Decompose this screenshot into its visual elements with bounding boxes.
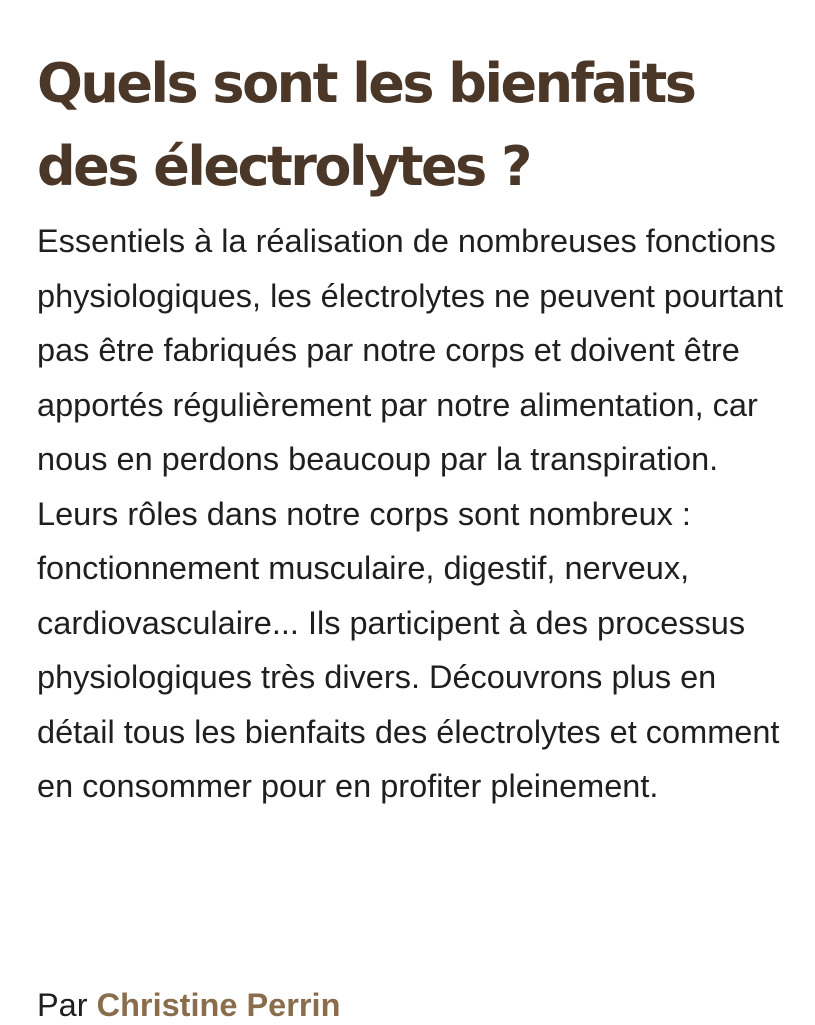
article-intro: Essentiels à la réalisation de nombreuses fonctions physiologiques, les électrolytes ne peuvent pourtant pas être fabriqués par notre corps et doivent être apportés régulièrement par notre alimentation, car nous en perdons beaucoup par la transpiration. Leurs rôles dans notre corps sont nombreux : fonctionnement musculaire, digestif, nerveux, cardiovasculaire... Ils participent à des processus physiologiques très divers. Découvrons plus en détail tous les bienfaits des électrolytes et comment en consommer pour en profiter pleinement. [37, 223, 784, 804]
byline [37, 985, 340, 1025]
author-link[interactable]: Christine Perrin [96, 987, 341, 1023]
article [37, 42, 797, 814]
article-title: Quels sont les bienfaits des électrolytes ? [37, 52, 695, 198]
byline-prefix: Par [37, 987, 88, 1023]
